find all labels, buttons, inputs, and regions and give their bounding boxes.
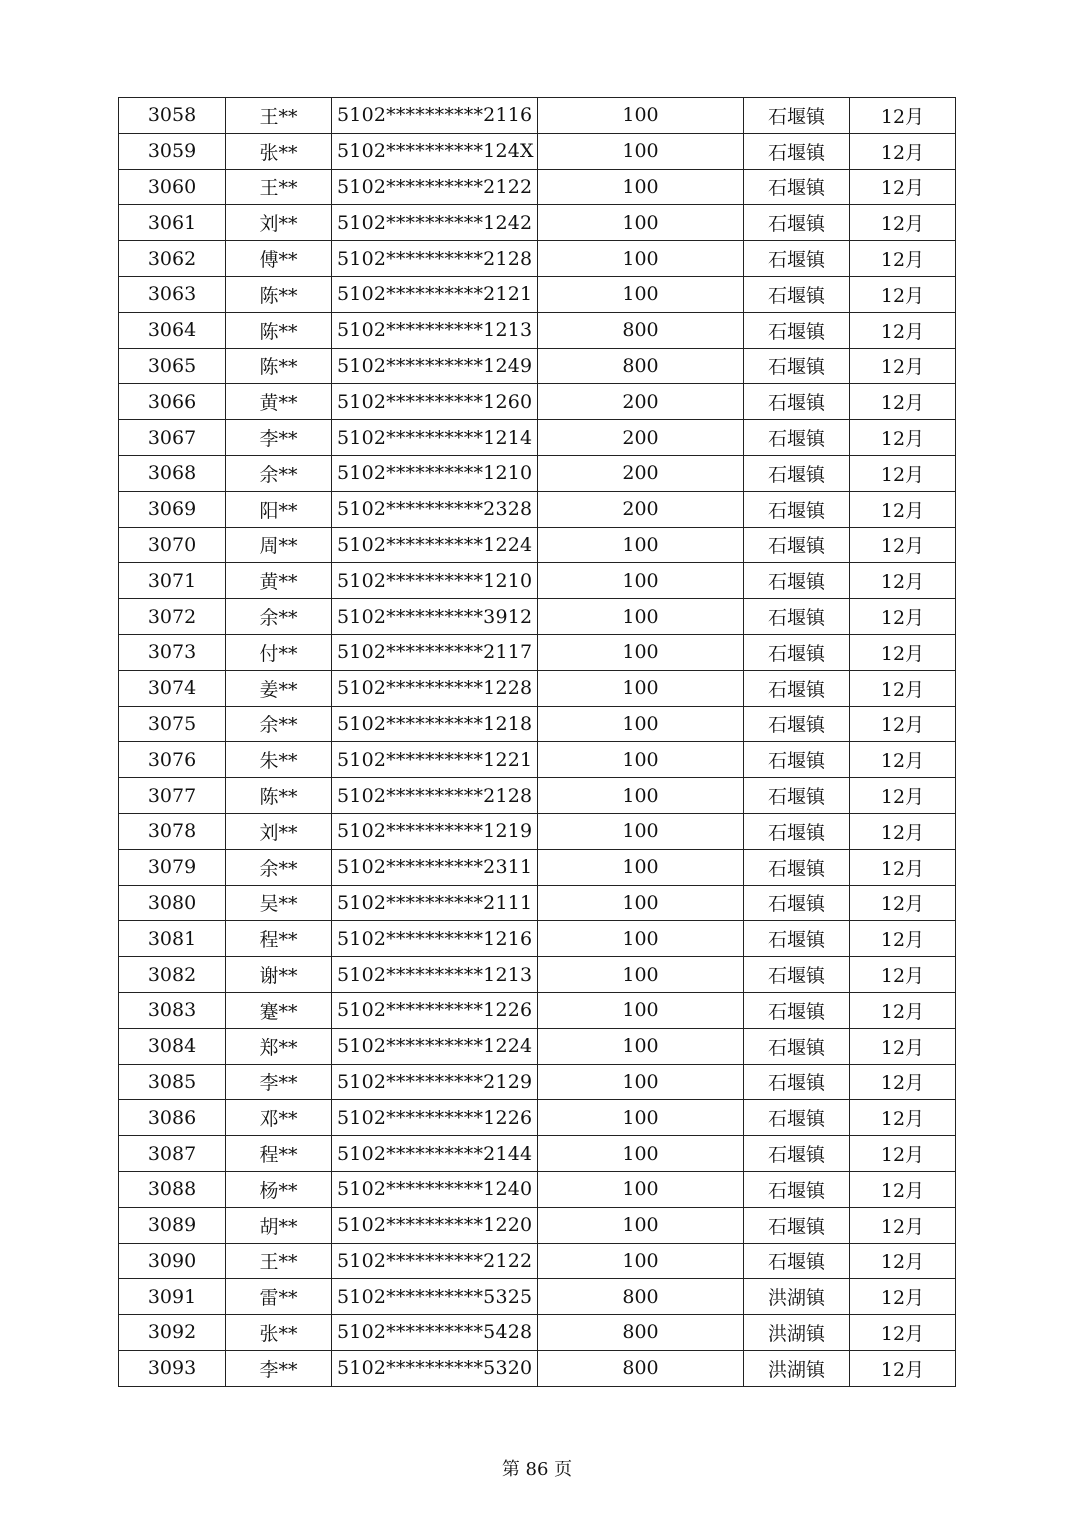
serial-cell: 3058 (119, 98, 226, 134)
amount-cell: 100 (538, 1100, 744, 1136)
town-cell: 石堰镇 (744, 276, 850, 312)
id-number-cell: 5102**********1220 (332, 1207, 538, 1243)
amount-cell: 100 (538, 742, 744, 778)
name-cell: 李** (226, 1064, 332, 1100)
month-cell: 12月 (850, 849, 956, 885)
month-cell: 12月 (850, 670, 956, 706)
id-number-cell: 5102**********2128 (332, 778, 538, 814)
serial-cell: 3075 (119, 706, 226, 742)
month-cell: 12月 (850, 1064, 956, 1100)
name-cell: 黄** (226, 384, 332, 420)
name-cell: 李** (226, 420, 332, 456)
name-cell: 郑** (226, 1028, 332, 1064)
table-row (119, 670, 956, 706)
month-cell: 12月 (850, 1279, 956, 1315)
town-cell: 石堰镇 (744, 778, 850, 814)
amount-cell: 800 (538, 312, 744, 348)
month-cell: 12月 (850, 420, 956, 456)
amount-cell: 100 (538, 1171, 744, 1207)
town-cell: 石堰镇 (744, 491, 850, 527)
amount-cell: 100 (538, 1136, 744, 1172)
amount-cell: 200 (538, 491, 744, 527)
id-number-cell: 5102**********1213 (332, 957, 538, 993)
month-cell: 12月 (850, 599, 956, 635)
id-number-cell: 5102**********1218 (332, 706, 538, 742)
table-row (119, 133, 956, 169)
table-row (119, 491, 956, 527)
amount-cell: 100 (538, 670, 744, 706)
serial-cell: 3089 (119, 1207, 226, 1243)
id-number-cell: 5102**********3912 (332, 599, 538, 635)
table-row (119, 205, 956, 241)
serial-cell: 3078 (119, 813, 226, 849)
town-cell: 石堰镇 (744, 957, 850, 993)
name-cell: 王** (226, 98, 332, 134)
table-row (119, 1279, 956, 1315)
table-row (119, 885, 956, 921)
amount-cell: 100 (538, 1207, 744, 1243)
name-cell: 刘** (226, 813, 332, 849)
id-number-cell: 5102**********2128 (332, 241, 538, 277)
town-cell: 洪湖镇 (744, 1279, 850, 1315)
table-row (119, 992, 956, 1028)
name-cell: 余** (226, 849, 332, 885)
serial-cell: 3088 (119, 1171, 226, 1207)
month-cell: 12月 (850, 1243, 956, 1279)
amount-cell: 100 (538, 849, 744, 885)
amount-cell: 800 (538, 1350, 744, 1386)
amount-cell: 100 (538, 1064, 744, 1100)
id-number-cell: 5102**********5320 (332, 1350, 538, 1386)
month-cell: 12月 (850, 885, 956, 921)
table-row (119, 169, 956, 205)
name-cell: 姜** (226, 670, 332, 706)
amount-cell: 100 (538, 921, 744, 957)
town-cell: 洪湖镇 (744, 1315, 850, 1351)
town-cell: 石堰镇 (744, 384, 850, 420)
id-number-cell: 5102**********1228 (332, 670, 538, 706)
name-cell: 余** (226, 599, 332, 635)
id-number-cell: 5102**********2129 (332, 1064, 538, 1100)
id-number-cell: 5102**********2122 (332, 169, 538, 205)
serial-cell: 3081 (119, 921, 226, 957)
id-number-cell: 5102**********2111 (332, 885, 538, 921)
month-cell: 12月 (850, 1350, 956, 1386)
amount-cell: 100 (538, 276, 744, 312)
table-row (119, 312, 956, 348)
month-cell: 12月 (850, 133, 956, 169)
name-cell: 王** (226, 1243, 332, 1279)
town-cell: 石堰镇 (744, 742, 850, 778)
table-row (119, 527, 956, 563)
table-row (119, 1243, 956, 1279)
town-cell: 石堰镇 (744, 348, 850, 384)
town-cell: 石堰镇 (744, 1171, 850, 1207)
amount-cell: 100 (538, 205, 744, 241)
table-row (119, 1350, 956, 1386)
id-number-cell: 5102**********1249 (332, 348, 538, 384)
amount-cell: 100 (538, 885, 744, 921)
name-cell: 朱** (226, 742, 332, 778)
id-number-cell: 5102**********1260 (332, 384, 538, 420)
month-cell: 12月 (850, 205, 956, 241)
serial-cell: 3084 (119, 1028, 226, 1064)
table-row (119, 849, 956, 885)
name-cell: 刘** (226, 205, 332, 241)
month-cell: 12月 (850, 98, 956, 134)
month-cell: 12月 (850, 992, 956, 1028)
amount-cell: 100 (538, 706, 744, 742)
table-row (119, 706, 956, 742)
serial-cell: 3073 (119, 634, 226, 670)
table-row (119, 384, 956, 420)
month-cell: 12月 (850, 1207, 956, 1243)
id-number-cell: 5102**********5325 (332, 1279, 538, 1315)
roster-table (118, 97, 956, 1387)
id-number-cell: 5102**********1242 (332, 205, 538, 241)
month-cell: 12月 (850, 527, 956, 563)
month-cell: 12月 (850, 563, 956, 599)
table-row (119, 813, 956, 849)
town-cell: 石堰镇 (744, 241, 850, 277)
amount-cell: 100 (538, 241, 744, 277)
name-cell: 付** (226, 634, 332, 670)
serial-cell: 3067 (119, 420, 226, 456)
serial-cell: 3061 (119, 205, 226, 241)
serial-cell: 3069 (119, 491, 226, 527)
name-cell: 傅** (226, 241, 332, 277)
town-cell: 石堰镇 (744, 1243, 850, 1279)
table-row (119, 778, 956, 814)
town-cell: 石堰镇 (744, 670, 850, 706)
serial-cell: 3077 (119, 778, 226, 814)
month-cell: 12月 (850, 1136, 956, 1172)
amount-cell: 100 (538, 1243, 744, 1279)
name-cell: 张** (226, 133, 332, 169)
name-cell: 吴** (226, 885, 332, 921)
id-number-cell: 5102**********1226 (332, 992, 538, 1028)
town-cell: 石堰镇 (744, 563, 850, 599)
town-cell: 石堰镇 (744, 98, 850, 134)
id-number-cell: 5102**********2121 (332, 276, 538, 312)
serial-cell: 3063 (119, 276, 226, 312)
name-cell: 雷** (226, 1279, 332, 1315)
serial-cell: 3086 (119, 1100, 226, 1136)
serial-cell: 3082 (119, 957, 226, 993)
name-cell: 张** (226, 1315, 332, 1351)
amount-cell: 100 (538, 778, 744, 814)
table-row (119, 420, 956, 456)
serial-cell: 3083 (119, 992, 226, 1028)
id-number-cell: 5102**********1216 (332, 921, 538, 957)
town-cell: 石堰镇 (744, 205, 850, 241)
name-cell: 周** (226, 527, 332, 563)
amount-cell: 100 (538, 957, 744, 993)
id-number-cell: 5102**********1213 (332, 312, 538, 348)
name-cell: 谢** (226, 957, 332, 993)
name-cell: 陈** (226, 312, 332, 348)
town-cell: 石堰镇 (744, 813, 850, 849)
id-number-cell: 5102**********1221 (332, 742, 538, 778)
serial-cell: 3064 (119, 312, 226, 348)
id-number-cell: 5102**********2117 (332, 634, 538, 670)
month-cell: 12月 (850, 384, 956, 420)
amount-cell: 100 (538, 563, 744, 599)
amount-cell: 100 (538, 1028, 744, 1064)
serial-cell: 3065 (119, 348, 226, 384)
id-number-cell: 5102**********2311 (332, 849, 538, 885)
serial-cell: 3085 (119, 1064, 226, 1100)
table-row (119, 957, 956, 993)
name-cell: 李** (226, 1350, 332, 1386)
month-cell: 12月 (850, 742, 956, 778)
serial-cell: 3092 (119, 1315, 226, 1351)
month-cell: 12月 (850, 706, 956, 742)
town-cell: 石堰镇 (744, 1028, 850, 1064)
table-row (119, 1315, 956, 1351)
town-cell: 石堰镇 (744, 312, 850, 348)
month-cell: 12月 (850, 312, 956, 348)
town-cell: 石堰镇 (744, 599, 850, 635)
month-cell: 12月 (850, 1100, 956, 1136)
id-number-cell: 5102**********1214 (332, 420, 538, 456)
name-cell: 余** (226, 455, 332, 491)
amount-cell: 200 (538, 455, 744, 491)
name-cell: 蹇** (226, 992, 332, 1028)
serial-cell: 3071 (119, 563, 226, 599)
month-cell: 12月 (850, 1171, 956, 1207)
table-row (119, 1064, 956, 1100)
town-cell: 石堰镇 (744, 921, 850, 957)
month-cell: 12月 (850, 455, 956, 491)
month-cell: 12月 (850, 1315, 956, 1351)
month-cell: 12月 (850, 348, 956, 384)
town-cell: 石堰镇 (744, 885, 850, 921)
serial-cell: 3087 (119, 1136, 226, 1172)
id-number-cell: 5102**********2328 (332, 491, 538, 527)
id-number-cell: 5102**********124X (332, 133, 538, 169)
amount-cell: 100 (538, 527, 744, 563)
town-cell: 石堰镇 (744, 1100, 850, 1136)
table-row (119, 634, 956, 670)
name-cell: 陈** (226, 348, 332, 384)
amount-cell: 100 (538, 634, 744, 670)
table-row (119, 98, 956, 134)
serial-cell: 3066 (119, 384, 226, 420)
id-number-cell: 5102**********1219 (332, 813, 538, 849)
serial-cell: 3062 (119, 241, 226, 277)
table-row (119, 742, 956, 778)
amount-cell: 100 (538, 599, 744, 635)
name-cell: 杨** (226, 1171, 332, 1207)
id-number-cell: 5102**********2116 (332, 98, 538, 134)
town-cell: 石堰镇 (744, 992, 850, 1028)
id-number-cell: 5102**********1224 (332, 1028, 538, 1064)
town-cell: 石堰镇 (744, 1207, 850, 1243)
town-cell: 石堰镇 (744, 420, 850, 456)
month-cell: 12月 (850, 491, 956, 527)
amount-cell: 100 (538, 98, 744, 134)
town-cell: 石堰镇 (744, 169, 850, 205)
table-row (119, 563, 956, 599)
name-cell: 阳** (226, 491, 332, 527)
name-cell: 王** (226, 169, 332, 205)
name-cell: 陈** (226, 778, 332, 814)
table-row (119, 241, 956, 277)
town-cell: 石堰镇 (744, 634, 850, 670)
amount-cell: 100 (538, 813, 744, 849)
month-cell: 12月 (850, 778, 956, 814)
amount-cell: 100 (538, 169, 744, 205)
serial-cell: 3072 (119, 599, 226, 635)
amount-cell: 800 (538, 1279, 744, 1315)
month-cell: 12月 (850, 921, 956, 957)
serial-cell: 3059 (119, 133, 226, 169)
id-number-cell: 5102**********5428 (332, 1315, 538, 1351)
serial-cell: 3070 (119, 527, 226, 563)
table-row (119, 921, 956, 957)
roster-body (119, 98, 956, 1387)
id-number-cell: 5102**********1210 (332, 563, 538, 599)
town-cell: 石堰镇 (744, 455, 850, 491)
town-cell: 石堰镇 (744, 1136, 850, 1172)
serial-cell: 3093 (119, 1350, 226, 1386)
amount-cell: 100 (538, 133, 744, 169)
serial-cell: 3080 (119, 885, 226, 921)
amount-cell: 200 (538, 384, 744, 420)
amount-cell: 200 (538, 420, 744, 456)
table-row (119, 1207, 956, 1243)
town-cell: 石堰镇 (744, 1064, 850, 1100)
serial-cell: 3079 (119, 849, 226, 885)
town-cell: 石堰镇 (744, 706, 850, 742)
id-number-cell: 5102**********1224 (332, 527, 538, 563)
month-cell: 12月 (850, 634, 956, 670)
serial-cell: 3074 (119, 670, 226, 706)
id-number-cell: 5102**********1210 (332, 455, 538, 491)
table-row (119, 1028, 956, 1064)
page-number: 第 86 页 (501, 1459, 573, 1480)
table-row (119, 599, 956, 635)
table-row (119, 455, 956, 491)
month-cell: 12月 (850, 241, 956, 277)
table-row (119, 1136, 956, 1172)
amount-cell: 800 (538, 1315, 744, 1351)
table-row (119, 1171, 956, 1207)
town-cell: 石堰镇 (744, 527, 850, 563)
serial-cell: 3090 (119, 1243, 226, 1279)
table-row (119, 276, 956, 312)
town-cell: 石堰镇 (744, 133, 850, 169)
town-cell: 洪湖镇 (744, 1350, 850, 1386)
serial-cell: 3076 (119, 742, 226, 778)
name-cell: 黄** (226, 563, 332, 599)
name-cell: 陈** (226, 276, 332, 312)
name-cell: 胡** (226, 1207, 332, 1243)
name-cell: 程** (226, 1136, 332, 1172)
month-cell: 12月 (850, 813, 956, 849)
table-row (119, 1100, 956, 1136)
id-number-cell: 5102**********1226 (332, 1100, 538, 1136)
month-cell: 12月 (850, 957, 956, 993)
table-row (119, 348, 956, 384)
serial-cell: 3068 (119, 455, 226, 491)
month-cell: 12月 (850, 276, 956, 312)
id-number-cell: 5102**********1240 (332, 1171, 538, 1207)
id-number-cell: 5102**********2122 (332, 1243, 538, 1279)
name-cell: 程** (226, 921, 332, 957)
name-cell: 余** (226, 706, 332, 742)
month-cell: 12月 (850, 169, 956, 205)
amount-cell: 800 (538, 348, 744, 384)
town-cell: 石堰镇 (744, 849, 850, 885)
serial-cell: 3091 (119, 1279, 226, 1315)
amount-cell: 100 (538, 992, 744, 1028)
id-number-cell: 5102**********2144 (332, 1136, 538, 1172)
serial-cell: 3060 (119, 169, 226, 205)
name-cell: 邓** (226, 1100, 332, 1136)
month-cell: 12月 (850, 1028, 956, 1064)
